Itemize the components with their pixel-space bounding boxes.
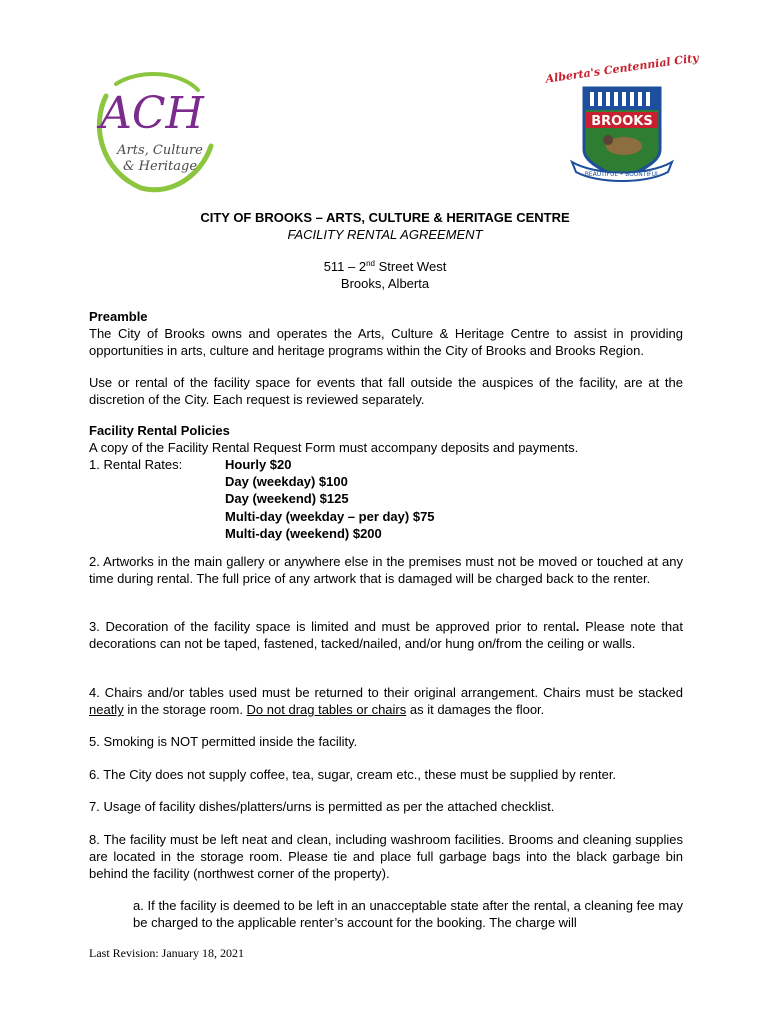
address-street bbox=[0, 258, 770, 275]
brooks-ribbon: BEAUTIFUL • BOUNTIFUL bbox=[584, 171, 660, 178]
document-subtitle: FACILITY RENTAL AGREEMENT bbox=[287, 227, 483, 242]
preamble-heading: Preamble bbox=[89, 309, 148, 324]
rental-rates-list bbox=[225, 456, 435, 542]
policies-heading: Facility Rental Policies bbox=[89, 423, 230, 438]
preamble-paragraph-1: The City of Brooks owns and operates the Arts, Culture & Heritage Centre to assist in providing opportunities in arts, culture and heritage programs within the City of Brooks and Brooks Region. bbox=[89, 326, 683, 359]
ach-letters: ACH bbox=[100, 88, 204, 139]
policy-item-4-neatly: neatly bbox=[89, 702, 124, 718]
policy-item-8: 8. The facility must be left neat and clean, including washroom facilities. Brooms and cleaning supplies are located in the storage room. Please tie and place full garbage bags into the black garbage bin behind the facility (northwest corner of the property). bbox=[89, 832, 683, 882]
ach-words-2: & Heritage bbox=[122, 159, 198, 174]
policy-item-3-period: . bbox=[575, 619, 580, 634]
ach-logo bbox=[86, 66, 216, 196]
last-revision: Last Revision: January 18, 2021 bbox=[89, 946, 244, 960]
brooks-name: BROOKS bbox=[591, 114, 653, 129]
policy-item-2: 2. Artworks in the main gallery or anywhere else in the premises must not be moved or touched at any time during rental. The full price of any artwork that is damaged will be charged back to the renter. bbox=[89, 554, 683, 587]
address-ordinal: nd bbox=[366, 259, 376, 268]
policy-item-4-end: as it damages the floor. bbox=[406, 702, 545, 718]
policy-item-8a: a. If the facility is deemed to be left in an unacceptable state after the rental, a cleaning fee may be charged to the applicable renter’s account for the booking. The charge will bbox=[133, 898, 683, 931]
rate-item: Multi-day (weekend) $200 bbox=[225, 525, 382, 541]
policy-item-7: 7. Usage of facility dishes/platters/urns is permitted as per the attached checklist. bbox=[89, 799, 555, 814]
policy-item-4-mid: in the storage room. bbox=[123, 702, 247, 718]
policies-intro: A copy of the Facility Rental Request Form must accompany deposits and payments. bbox=[89, 440, 579, 455]
ach-words-1: Arts, Culture bbox=[117, 143, 203, 158]
policy-item-3-text: 3. Decoration of the facility space is limited and must be approved prior to rental bbox=[89, 619, 576, 634]
rental-rates-label: 1. Rental Rates: bbox=[89, 457, 183, 472]
rate-item: Hourly $20 bbox=[225, 457, 292, 472]
rate-item: Day (weekend) $125 bbox=[225, 491, 349, 507]
preamble-paragraph-2: Use or rental of the facility space for events that fall outside the auspices of the facility, are at the discretion of the City. Each request is reviewed separately. bbox=[89, 375, 683, 408]
policy-item-4-text: 4. Chairs and/or tables used must be returned to their original arrangement. Chairs must be stacked bbox=[89, 685, 683, 700]
address-street-name: Street West bbox=[375, 259, 447, 274]
rate-item: Multi-day (weekday – per day) $75 bbox=[225, 508, 435, 524]
brooks-banner: Alberta's Centennial City bbox=[544, 51, 700, 86]
policy-item-5: 5. Smoking is NOT permitted inside the facility. bbox=[89, 734, 358, 749]
document-title: CITY OF BROOKS – ARTS, CULTURE & HERITAGE CENTRE bbox=[200, 210, 570, 225]
policy-item-4-warning: Do not drag tables or chairs bbox=[246, 702, 407, 718]
address-number: 511 – 2 bbox=[323, 259, 367, 274]
address-city: Brooks, Alberta bbox=[340, 276, 430, 291]
rate-item: Day (weekday) $100 bbox=[225, 474, 348, 490]
brooks-crest-logo bbox=[544, 51, 700, 188]
policy-item-4 bbox=[89, 684, 683, 718]
policy-item-6: 6. The City does not supply coffee, tea, sugar, cream etc., these must be supplied by renter. bbox=[89, 767, 617, 782]
policy-item-3-note: Please note that decorations can not be taped, fastened, tacked/nailed, and/or hung on/from the ceiling or walls. bbox=[89, 619, 683, 652]
policy-item-3 bbox=[89, 618, 683, 652]
